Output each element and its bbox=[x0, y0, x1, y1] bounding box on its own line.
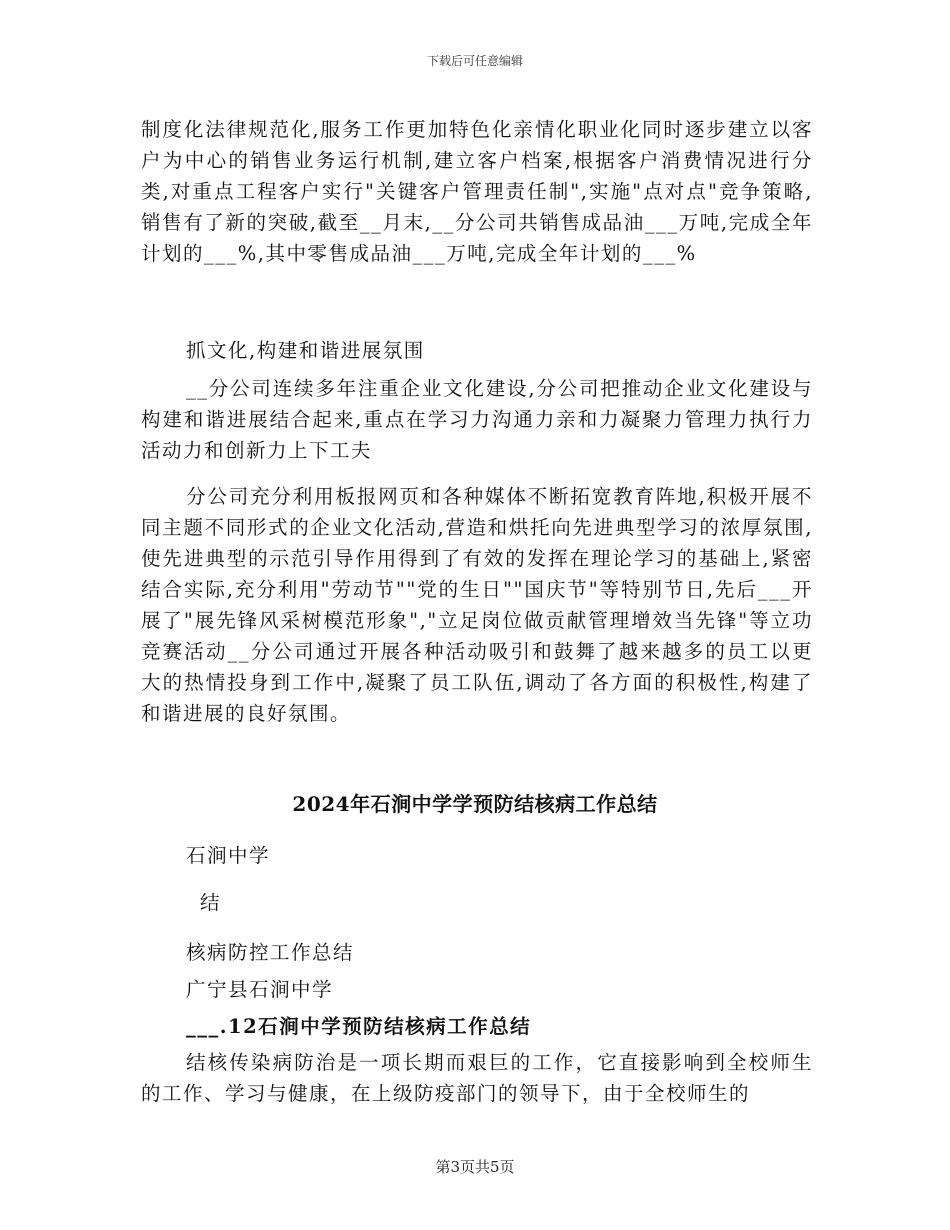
paragraph-tb-prevention: 结核传染病防治是一项长期而艰巨的工作，它直接影响到全校师生的工作、学习与健康，在上级防疫部门的领导下，由于全校师生的 bbox=[141, 1051, 813, 1105]
fragment-line: 结 bbox=[200, 891, 222, 914]
school-full-name-line: 广宁县石涧中学 bbox=[186, 978, 334, 1001]
summary-title-line: 核病防控工作总结 bbox=[186, 941, 355, 964]
paragraph-sales: 制度化法律规范化,服务工作更加特色化亲情化职业化同时逐步建立以客户为中心的销售业务运行机制,建立客户档案,根据客户消费情况进行分类,对重点工程客户实行"关键客户管理责任制",实施"点对点"竞争策略,销售有了新的突破,截至__月末,__分公司共销售成品油___万吨,完成全年计划的___%,其中零售成品油___万吨,完成全年计划的___% bbox=[141, 118, 813, 265]
school-name-line: 石涧中学 bbox=[186, 844, 271, 867]
dated-summary-heading: ___.12石涧中学预防结核病工作总结 bbox=[186, 1015, 532, 1038]
page-header: 下载后可任意编辑 bbox=[426, 54, 523, 68]
paragraph-culture-activities: 分公司充分利用板报网页和各种媒体不断拓宽教育阵地,积极开展不同主题不同形式的企业文化活动,营造和烘托向先进典型学习的浓厚氛围,使先进典型的示范引导作用得到了有效的发挥在理论学习的基础上,紧密结合实际,充分利用"劳动节""党的生日""国庆节"等特别节日,先后___开展了"展先锋风采树模范形象","立足岗位做贡献管理增效当先锋"等立功竞赛活动__分公司通过开展各种活动吸引和鼓舞了越来越多的员工以更大的热情投身到工作中,凝聚了员工队伍,调动了各方面的积极性,构建了和谐进展的良好氛围。 bbox=[141, 485, 813, 725]
page-footer: 第3页共5页 bbox=[435, 1158, 515, 1176]
paragraph-culture-building: __分公司连续多年注重企业文化建设,分公司把推动企业文化建设与构建和谐进展结合起来,重点在学习力沟通力亲和力凝聚力管理力执行力活动力和创新力上下工夫 bbox=[141, 377, 813, 462]
subheading-culture: 抓文化,构建和谐进展氛围 bbox=[186, 339, 425, 362]
document-title: 2024年石涧中学学预防结核病工作总结 bbox=[292, 792, 658, 816]
